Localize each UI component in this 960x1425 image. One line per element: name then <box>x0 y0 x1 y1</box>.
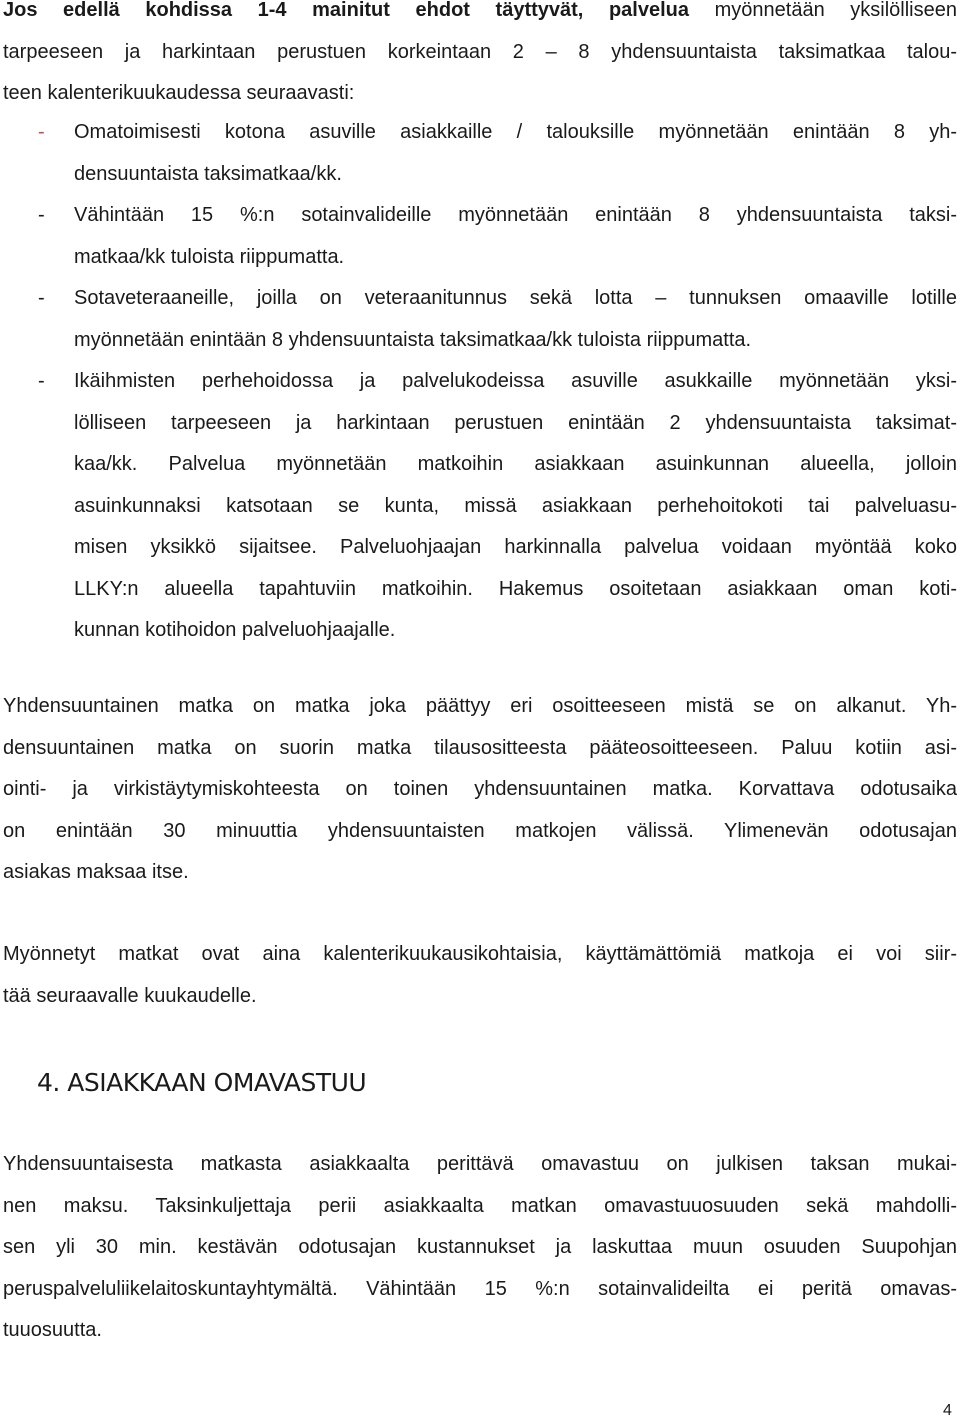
bullet-text <box>74 278 957 361</box>
paragraph-line: nen maksu. Taksinkuljettaja perii asiakkaalta matkan omavastuuosuuden sekä mahdolli- <box>3 1194 957 1217</box>
bullet-line: Sotaveteraaneille, joilla on veteraanitunnus sekä lotta – tunnuksen omaaville lotille <box>74 287 957 309</box>
page-number: 4 <box>943 1402 952 1419</box>
paragraph-line: Myönnetyt matkat ovat aina kalenterikuukausikohtaisia, käyttämättömiä matkoja ei voi siir- <box>3 943 957 965</box>
bullet-line: myönnetään enintään 8 yhdensuuntaista taksimatkaa/kk tuloista riippumatta. <box>74 328 752 351</box>
paragraph-line: Yhdensuuntainen matka on matka joka päättyy eri osoitteeseen mistä se on alkanut. Yh- <box>3 695 957 717</box>
paragraph-line: peruspalveluliikelaitoskuntayhtymältä. Vähintään 15 %:n sotainvalideilta ei peritä omavas- <box>3 1277 957 1300</box>
paragraph-line: tää seuraavalle kuukaudelle. <box>3 984 257 1007</box>
bullet-line: lölliseen tarpeeseen ja harkintaan perustuen enintään 2 yhdensuuntaista taksimat- <box>74 411 957 434</box>
bullet-line: Vähintään 15 %:n sotainvalideille myönnetään enintään 8 yhdensuuntaista taksi- <box>74 204 957 226</box>
paragraph-line: ointi- ja virkistäytymiskohteesta on toinen yhdensuuntainen matka. Korvattava odotusaika <box>3 778 957 800</box>
bullet-text <box>74 361 957 652</box>
paragraph-line: asiakas maksaa itse. <box>3 861 189 883</box>
bullet-line: LLKY:n alueella tapahtuviin matkoihin. Hakemus osoitetaan asiakkaan oman koti- <box>74 577 957 600</box>
paragraph-line: densuuntainen matka on suorin matka tilausositteesta pääteosoitteeseen. Paluu kotiin asi- <box>3 736 957 759</box>
intro-line-2: tarpeeseen ja harkintaan perustuen korkeintaan 2 – 8 yhdensuuntaista taksimatkaa talou- <box>3 40 957 63</box>
bullet-dash: - <box>38 287 45 309</box>
intro-paragraph <box>3 0 957 115</box>
paragraph-line: tuuosuutta. <box>3 1319 102 1341</box>
bullet-line: misen yksikkö sijaitsee. Palveluohjaajan harkinnalla palvelua voidaan myöntää koko <box>74 536 957 558</box>
bullet-text <box>74 112 957 195</box>
travel-definition-paragraph <box>3 686 957 894</box>
bullet-line: densuuntaista taksimatkaa/kk. <box>74 162 342 185</box>
copay-paragraph <box>3 1144 957 1352</box>
paragraph-line: sen yli 30 min. kestävän odotusajan kustannukset ja laskuttaa muun osuuden Suupohjan <box>3 1236 957 1258</box>
paragraph-line: on enintään 30 minuuttia yhdensuuntaisten matkojen välissä. Ylimenevän odotusajan <box>3 819 957 842</box>
bullet-text <box>74 195 957 278</box>
bullet-line: kunnan kotihoidon palveluohjaajalle. <box>74 619 396 641</box>
bullet-line: Omatoimisesti kotona asuville asiakkaille / talouksille myönnetään enintään 8 yh- <box>74 121 957 143</box>
monthly-trips-paragraph <box>3 934 957 1017</box>
intro-line-1 <box>3 0 957 32</box>
paragraph-line: Yhdensuuntaisesta matkasta asiakkaalta perittävä omavastuu on julkisen taksan mukai- <box>3 1153 957 1175</box>
intro-line-1-rest: myönnetään yksilölliseen <box>689 0 957 21</box>
bullet-line: kaa/kk. Palvelua myönnetään matkoihin asiakkaan asuinkunnan alueella, jolloin <box>74 453 957 475</box>
bullet-dash: - <box>38 121 45 143</box>
bullet-line: asuinkunnaksi katsotaan se kunta, missä asiakkaan perhehoitokoti tai palveluasu- <box>74 494 957 517</box>
bullet-dash: - <box>38 370 45 392</box>
bullet-line: Ikäihmisten perhehoidossa ja palvelukodeissa asuville asukkaille myönnetään yksi- <box>74 370 957 392</box>
intro-line-3: teen kalenterikuukaudessa seuraavasti: <box>3 82 355 104</box>
bullet-line: matkaa/kk tuloista riippumatta. <box>74 245 345 268</box>
intro-bold-text: Jos edellä kohdissa 1-4 mainitut ehdot täyttyvät, palvelua <box>3 0 690 21</box>
section-heading: 4. ASIAKKAAN OMAVASTUU <box>37 1068 367 1097</box>
bullet-dash: - <box>38 204 45 226</box>
